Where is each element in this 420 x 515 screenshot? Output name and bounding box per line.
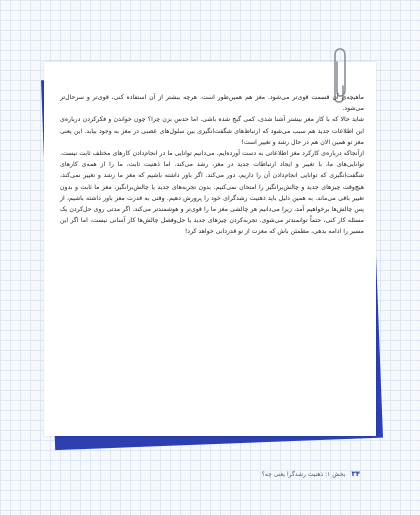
- page-footer: [248, 470, 360, 478]
- section-title: بخش ۱: ذهنیت رشدگرا یعنی چه؟: [261, 470, 346, 478]
- paragraph: ماهیچه‌ی آن قسمت قوی‌تر می‌شود. مغز هم همین‌طور است. هرچه بیشتر از آن استفاده کنی، قوی‌تر و سرحال‌تر می‌شود.: [60, 94, 364, 113]
- paragraph: شاید حالا که با کار مغز بیشتر آشنا شدی، کمی گیج شده باشی. اما حدس بزن چرا؟ چون خواندن و فکرکردن درباره‌ی این اطلاعات جدید هم سبب می‌شود که ارتباط‌های شگفت‌انگیزی بین سلول‌های عصبی در مغز به وجود بیاید. این یعنی مغز تو همین الان هم در حال رشد و تغییر است!: [60, 116, 364, 146]
- page-number: ۳۴: [351, 470, 360, 478]
- body-text: [60, 92, 364, 238]
- paragraph: ازآنجاکه درباره‌ی کارکرد مغز اطلاعاتی به دست آورده‌ایم، می‌دانیم توانایی ما در انجام‌دادن کارهای مختلف ثابت نیست. توانایی‌های ما، با تغییر و ایجاد ارتباطات جدید در مغز، رشد می‌کند. اما ذهنیت ثابت، ما را از همه‌ی کارهای شگفت‌انگیزی که توانایی انجام‌دادن آن را داریم، دور می‌کند. اگر باور داشته باشیم که مغز ما رشد و تغییر نمی‌کند، هیچ‌وقت چیزهای جدید و چالش‌برانگیز را امتحان نمی‌کنیم. بدون تجربه‌های جدید یا چالش‌برانگیز، مغز ما ثابت و بدون تغییر باقی می‌ماند. به همین دلیل باید ذهنیت رشدگرای خود را پرورش دهیم. وقتی به قدرت مغز باور داشته باشیم، از پس چالش‌ها برخواهیم آمد، زیرا می‌دانیم هر چالشی مغز ما را قوی‌تر و هوشمندتر می‌کند. اگر مدتی روی حل‌کردن یک مسئله کار کنی، حتماً توانمندتر می‌شوی. تجربه‌کردن چیزهای جدید یا حل‌وفصل چالش‌ها کار آسانی نیست، اما اگر این مسیر را ادامه بدهی، مطمئن باش که مغزت از تو قدردانی خواهد کرد!: [60, 150, 364, 236]
